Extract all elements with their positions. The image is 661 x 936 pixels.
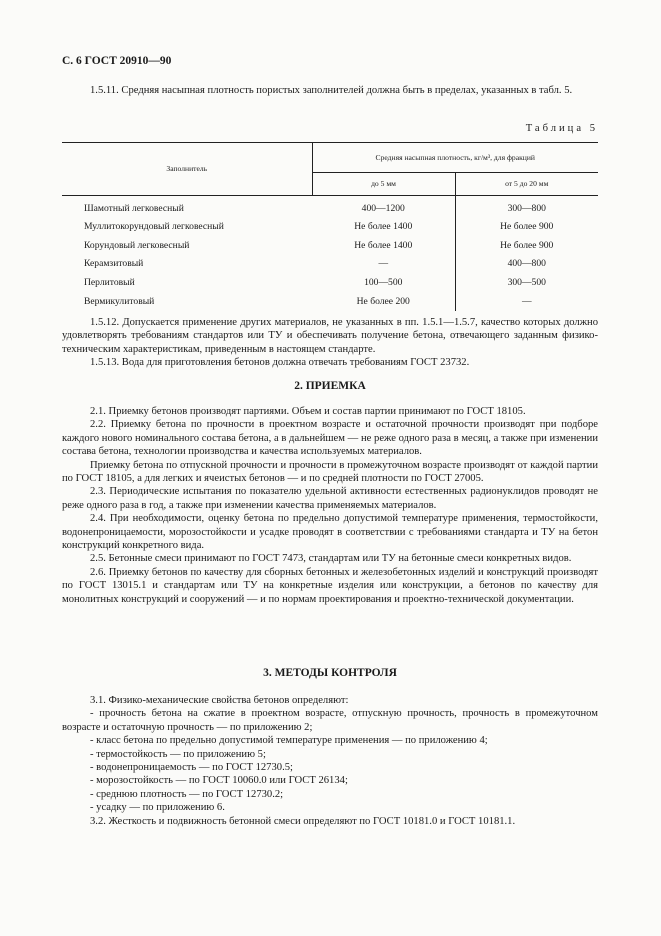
table-row	[62, 196, 598, 218]
table-row	[62, 218, 598, 237]
cell-name: Керамзитовый	[84, 258, 144, 270]
section-3-body	[62, 694, 598, 828]
clauses-1-5-12-13	[62, 316, 598, 370]
cell-value: Не более 1400	[312, 236, 455, 255]
cell-value: Не более 1400	[312, 218, 455, 237]
table-row	[62, 255, 598, 274]
paragraph: 2.2. Приемку бетона по прочности в проектном возрасте и остаточной прочности производят при подборе каждого нового номинального состава бетона, а в дальнейшем — не реже одного раза в месяц, а также при изменении состава бетона, технологии производства и качества используемых материалов.	[62, 419, 598, 458]
cell-value: 400—800	[507, 258, 546, 270]
page-header: С. 6 ГОСТ 20910—90	[62, 55, 172, 67]
column-header-fraction-1: до 5 мм	[312, 173, 455, 196]
table-row	[62, 292, 598, 311]
section-2-body	[62, 405, 598, 606]
paragraph: 1.5.11. Средняя насыпная плотность пористых заполнителей должна быть в пределах, указанных в табл. 5.	[90, 85, 573, 96]
paragraph: Приемку бетона по отпускной прочности и прочности в промежуточном возрасте производят от каждой партии по ГОСТ 18105, а для легких и ячеистых бетонов — и по средней плотности по ГОСТ 27005.	[62, 459, 598, 485]
paragraph: 2.6. Приемку бетонов по качеству для сборных бетонных и железобетонных изделий и конструкций производят по ГОСТ 13015.1 и стандартам или ТУ на конкретные изделия или конструкции, а бетонов по качеству для монолитных конструкций и сооружений — и по нормам проектирования и проектно-технической документации.	[62, 566, 598, 605]
cell-name: Корундовый легковесный	[84, 239, 190, 251]
clause-1-5-11	[62, 84, 598, 97]
cell-value: Не более 900	[500, 239, 554, 251]
cell-value: —	[312, 255, 455, 274]
cell-value: —	[521, 295, 532, 307]
section-title: 2. ПРИЕМКА	[294, 380, 366, 392]
cell-name: Перлитовый	[84, 276, 135, 288]
table-caption: Таблица 5	[525, 123, 598, 134]
column-header-aggregate: Заполнитель	[62, 143, 312, 196]
cell-value: Не более 900	[500, 221, 554, 233]
paragraph: 1.5.13. Вода для приготовления бетонов должна отвечать требованиям ГОСТ 23732.	[90, 357, 470, 369]
list-item: - морозостойкость — по ГОСТ 10060.0 или ГОСТ 26134;	[90, 775, 348, 787]
list-item: - среднюю плотность — по ГОСТ 12730.2;	[90, 788, 284, 800]
cell-value: 300—800	[507, 202, 546, 214]
paragraph: 2.1. Приемку бетонов производят партиями. Объем и состав партии принимают по ГОСТ 18105.	[90, 406, 526, 417]
column-header-density: Средняя насыпная плотность, кг/м³, для фракций	[312, 143, 598, 173]
cell-value: 100—500	[312, 273, 455, 292]
paragraph: 3.2. Жесткость и подвижность бетонной смеси определяют по ГОСТ 10181.0 и ГОСТ 10181.1.	[90, 815, 516, 827]
paragraph: 3.1. Физико-механические свойства бетонов определяют:	[90, 695, 349, 706]
list-item: - класс бетона по предельно допустимой температуре применения — по приложению 4;	[90, 735, 488, 747]
table-row	[62, 273, 598, 292]
list-item: - усадку — по приложению 6.	[90, 802, 225, 814]
paragraph: 2.4. При необходимости, оценку бетона по предельно допустимой температуре применения, термостойкости, водонепроницаемости, морозостойкости и усадке проводят в соответствии с требованиями стандарта и ТУ на бетон конструкций конкретного вида.	[62, 513, 598, 552]
cell-value: 300—500	[507, 276, 546, 288]
cell-name: Вермикулитовый	[84, 295, 155, 307]
table-5	[62, 142, 598, 311]
cell-value: Не более 200	[312, 292, 455, 311]
section-title: 3. МЕТОДЫ КОНТРОЛЯ	[263, 667, 397, 679]
paragraph: 1.5.12. Допускается применение других материалов, не указанных в пп. 1.5.1—1.5.7, качество которых должно удовлетворять требованиям стандартов или ТУ и обеспечивать получение бетона, отвечающего заданным физико-техническим характеристикам, приведенным в настоящем стандарте.	[62, 317, 598, 355]
paragraph: 2.3. Периодические испытания по показателю удельной активности естественных радионуклидов проводят не реже одного раза в год, а также при изменении качества применяемых материалов.	[62, 486, 598, 511]
column-header-fraction-2: от 5 до 20 мм	[455, 173, 598, 196]
paragraph: 2.5. Бетонные смеси принимают по ГОСТ 7473, стандартам или ТУ на бетонные смеси конкретных видов.	[90, 553, 572, 565]
cell-name: Муллитокорундовый легковесный	[84, 221, 224, 233]
list-item: - термостойкость — по приложению 5;	[90, 748, 266, 760]
table-row	[62, 236, 598, 255]
list-item: - прочность бетона на сжатие в проектном возрасте, отпускную прочность, прочность в промежуточном возрасте и остаточную прочность — по приложению 2;	[62, 708, 598, 733]
cell-name: Шамотный легковесный	[84, 202, 184, 214]
cell-value: 400—1200	[312, 196, 455, 218]
list-item: - водонепроницаемость — по ГОСТ 12730.5;	[90, 762, 293, 774]
